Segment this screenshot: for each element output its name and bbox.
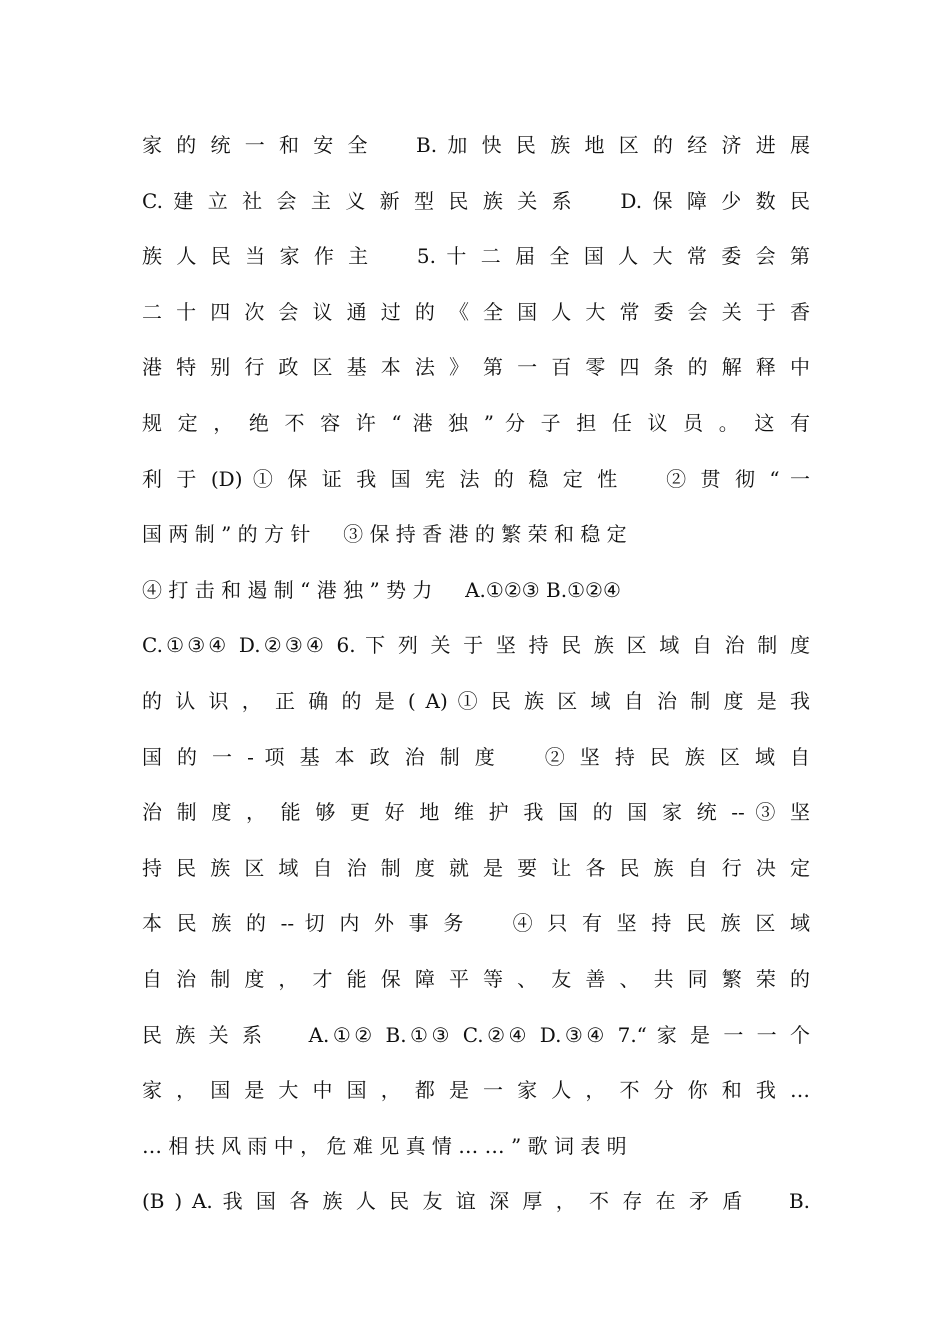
text-line: 的 认 识 ， 正 确 的 是 ( A) ① 民 族 区 域 自 治 制 度 是 我 xyxy=(142,688,810,713)
text-line: 国 两 制 ” 的 方 针 ③ 保 持 香 港 的 繁 荣 和 稳 定 xyxy=(142,522,627,547)
text-line: 持 民 族 区 域 自 治 制 度 就 是 要 让 各 民 族 自 行 决 定 xyxy=(142,855,810,880)
text-line: 族 人 民 当 家 作 主 5. 十 二 届 全 国 人 大 常 委 会 第 xyxy=(142,244,810,269)
text-line: ④ 打 击 和 遏 制 “ 港 独 ” 势 力 A.①②③ B.①②④ xyxy=(142,577,621,602)
text-line: 自 治 制 度 ， 才 能 保 障 平 等 、 友 善 、 共 同 繁 荣 的 xyxy=(142,966,810,991)
text-line: 本 民 族 的 -- 切 内 外 事 务 ④ 只 有 坚 持 民 族 区 域 xyxy=(142,911,810,936)
text-line: C. 建 立 社 会 主 义 新 型 民 族 关 系 D. 保 障 少 数 民 xyxy=(142,188,810,213)
text-line: 治 制 度 ， 能 够 更 好 地 维 护 我 国 的 国 家 统 -- ③ 坚 xyxy=(142,800,810,825)
text-line: (B ) A. 我 国 各 族 人 民 友 谊 深 厚 ， 不 存 在 矛 盾 B. xyxy=(142,1189,810,1214)
text-line: 利 于 (D) ① 保 证 我 国 宪 法 的 稳 定 性 ② 贯 彻 “ 一 xyxy=(142,466,810,491)
text-line: 港 特 别 行 政 区 基 本 法 》 第 一 百 零 四 条 的 解 释 中 xyxy=(142,355,810,380)
text-line: 家 的 统 一 和 安 全 B. 加 快 民 族 地 区 的 经 济 进 展 xyxy=(142,133,810,157)
text-line: … 相 扶 风 雨 中 ， 危 难 见 真 情 … … ” 歌 词 表 明 xyxy=(142,1133,627,1158)
text-line: C.①③④ D.②③④ 6. 下 列 关 于 坚 持 民 族 区 域 自 治 制 度 xyxy=(142,633,810,658)
text-line: 二 十 四 次 会 议 通 过 的 《 全 国 人 大 常 委 会 关 于 香 xyxy=(142,299,810,324)
text-line: 国 的 一 - 项 基 本 政 治 制 度 ② 坚 持 民 族 区 域 自 xyxy=(142,744,810,769)
text-line: 规 定 ， 绝 不 容 许 “ 港 独 ” 分 子 担 任 议 员 。 这 有 xyxy=(142,410,810,435)
text-line: 民 族 关 系 A.①② B.①③ C.②④ D.③④ 7.“ 家 是 一 一 个 xyxy=(142,1022,810,1047)
text-line: 家 ， 国 是 大 中 国 ， 都 是 一 家 人 ， 不 分 你 和 我 … xyxy=(142,1078,810,1103)
body-text xyxy=(142,118,810,1230)
